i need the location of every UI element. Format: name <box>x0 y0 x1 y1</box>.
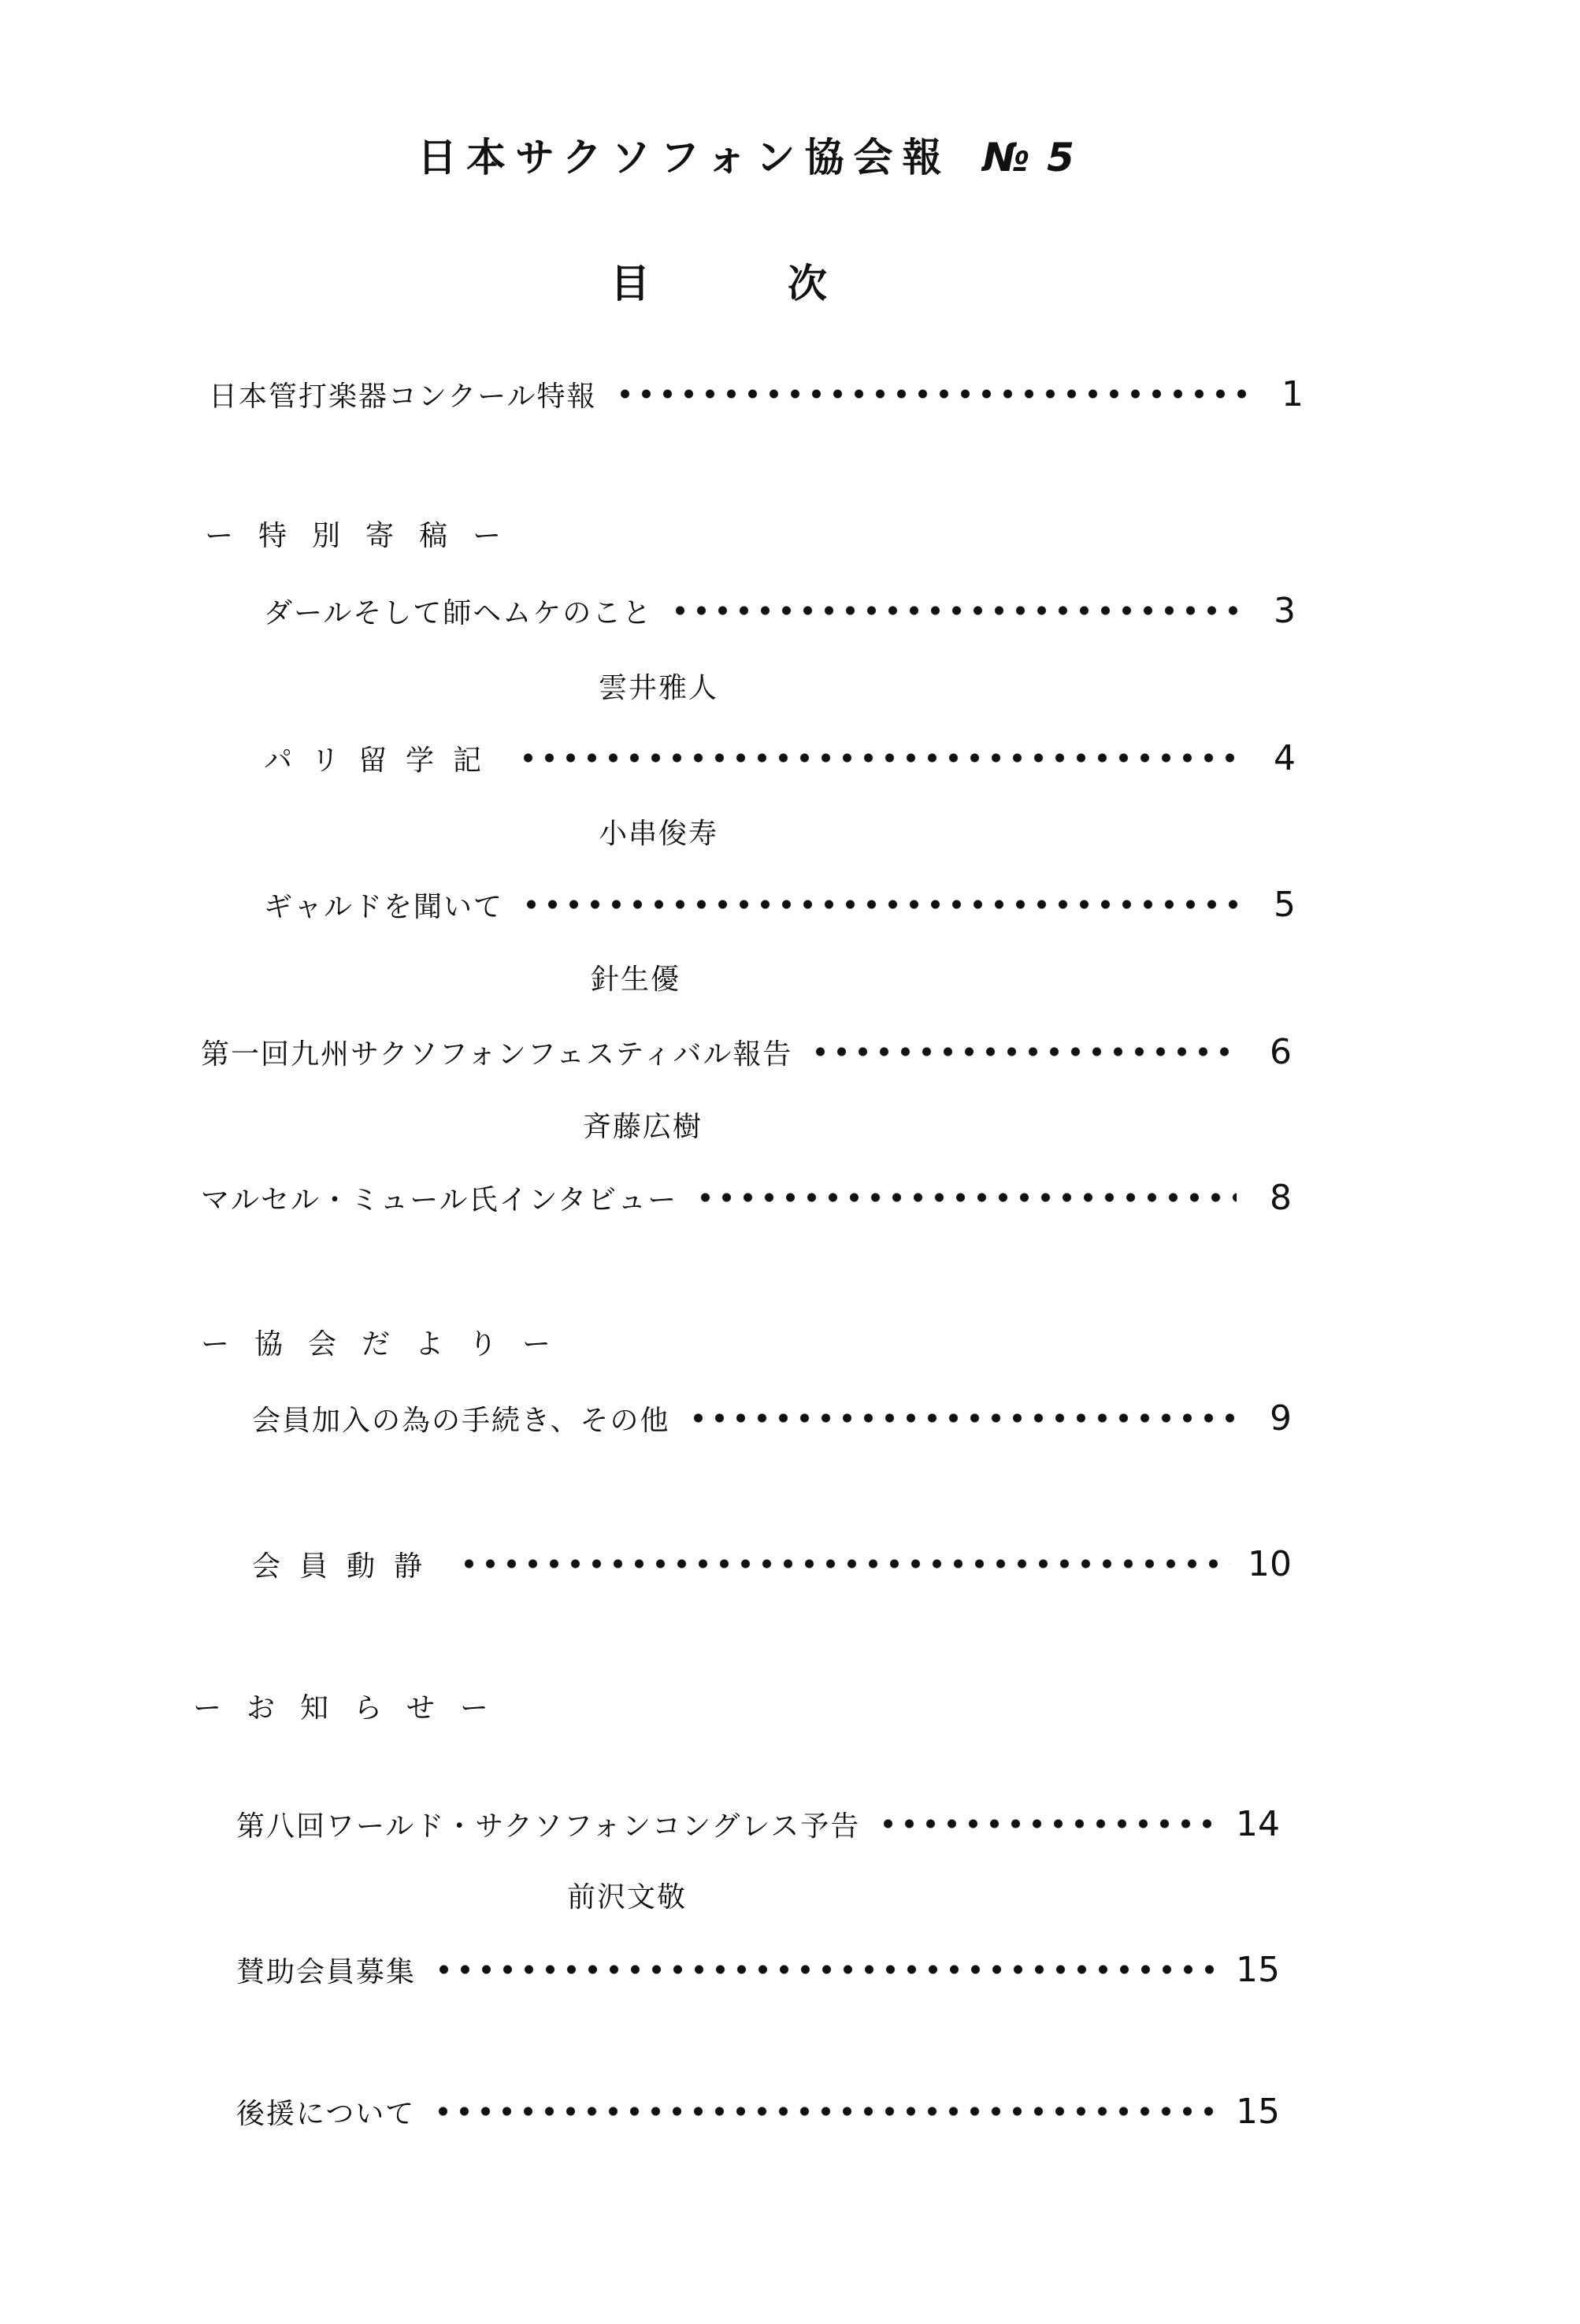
toc-entry-label: パリ留学記 <box>264 744 501 777</box>
dot-leader <box>432 2106 1218 2117</box>
toc-entry-author: 前沢文敬 <box>567 1881 688 1914</box>
toc-entry <box>201 1174 1292 1221</box>
toc-entry <box>264 734 1296 781</box>
toc-entry <box>236 2088 1280 2135</box>
toc-entry <box>209 370 1304 418</box>
toc-entry-page: 15 <box>1236 2091 1280 2132</box>
toc-entry-page: 4 <box>1274 737 1296 778</box>
dot-leader <box>517 752 1241 763</box>
dot-leader <box>669 605 1241 616</box>
toc-entry-author: 雲井雅人 <box>599 672 719 704</box>
dot-leader <box>433 1964 1218 1975</box>
toc-entry <box>252 1394 1292 1442</box>
toc-entry-label: マルセル・ミュール氏インタビュー <box>201 1183 678 1216</box>
toc-entry-page: 8 <box>1270 1177 1292 1218</box>
toc-entry-page: 1 <box>1281 373 1304 414</box>
toc-entry-label: 第一回九州サクソフォンフェスティバル報告 <box>201 1038 793 1071</box>
toc-entry <box>264 587 1296 634</box>
toc-entry <box>201 1028 1292 1075</box>
toc-entry <box>236 1800 1280 1847</box>
dot-leader <box>877 1818 1218 1829</box>
toc-entry-label: ダールそして師ヘムケのこと <box>264 596 653 629</box>
toc-entry-page: 5 <box>1274 884 1296 925</box>
toc-heading-right: 次 <box>788 261 827 306</box>
toc-entry-page: 15 <box>1236 1949 1280 1990</box>
toc-entry-page: 9 <box>1270 1398 1292 1439</box>
section-heading-notices: ーお知らせー <box>193 1692 514 1724</box>
toc-heading-left: 目 <box>610 261 650 306</box>
dot-leader <box>688 1413 1237 1424</box>
toc-entry <box>264 881 1296 928</box>
toc-entry-label: 後援について <box>236 2097 416 2130</box>
issue-number: № 5 <box>982 135 1076 180</box>
toc-entry-label: 会員動静 <box>252 1550 442 1583</box>
toc-entry-label: 賛助会員募集 <box>236 1955 417 1988</box>
toc-entry-page: 3 <box>1274 590 1296 631</box>
dot-leader <box>695 1192 1237 1203</box>
dot-leader <box>521 899 1241 910</box>
section-heading-association: ー協会だよりー <box>201 1328 577 1361</box>
toc-entry <box>236 1946 1280 1993</box>
toc-entry-author: 針生優 <box>591 963 681 996</box>
title-text: 日本サクソフォン協会報 <box>417 135 951 180</box>
dot-leader <box>810 1046 1237 1057</box>
toc-entry-label: 会員加入の為の手続き、その他 <box>252 1404 670 1437</box>
toc-entry-label: 日本管打楽器コンクール特報 <box>209 380 597 413</box>
document-title <box>417 126 1076 183</box>
dot-leader <box>458 1558 1230 1569</box>
toc-entry-label: 第八回ワールド・サクソフォンコングレス予告 <box>236 1810 861 1843</box>
toc-entry <box>252 1540 1292 1587</box>
toc-entry-page: 14 <box>1236 1803 1280 1844</box>
dot-leader <box>614 388 1248 399</box>
toc-entry-label: ギャルドを聞いて <box>264 890 504 923</box>
toc-entry-page: 10 <box>1248 1543 1292 1584</box>
section-heading-special: ー特別寄稿ー <box>205 520 527 552</box>
toc-entry-author: 小串俊寿 <box>599 818 719 850</box>
toc-entry-page: 6 <box>1270 1031 1292 1072</box>
toc-entry-author: 斉藤広樹 <box>583 1111 703 1143</box>
